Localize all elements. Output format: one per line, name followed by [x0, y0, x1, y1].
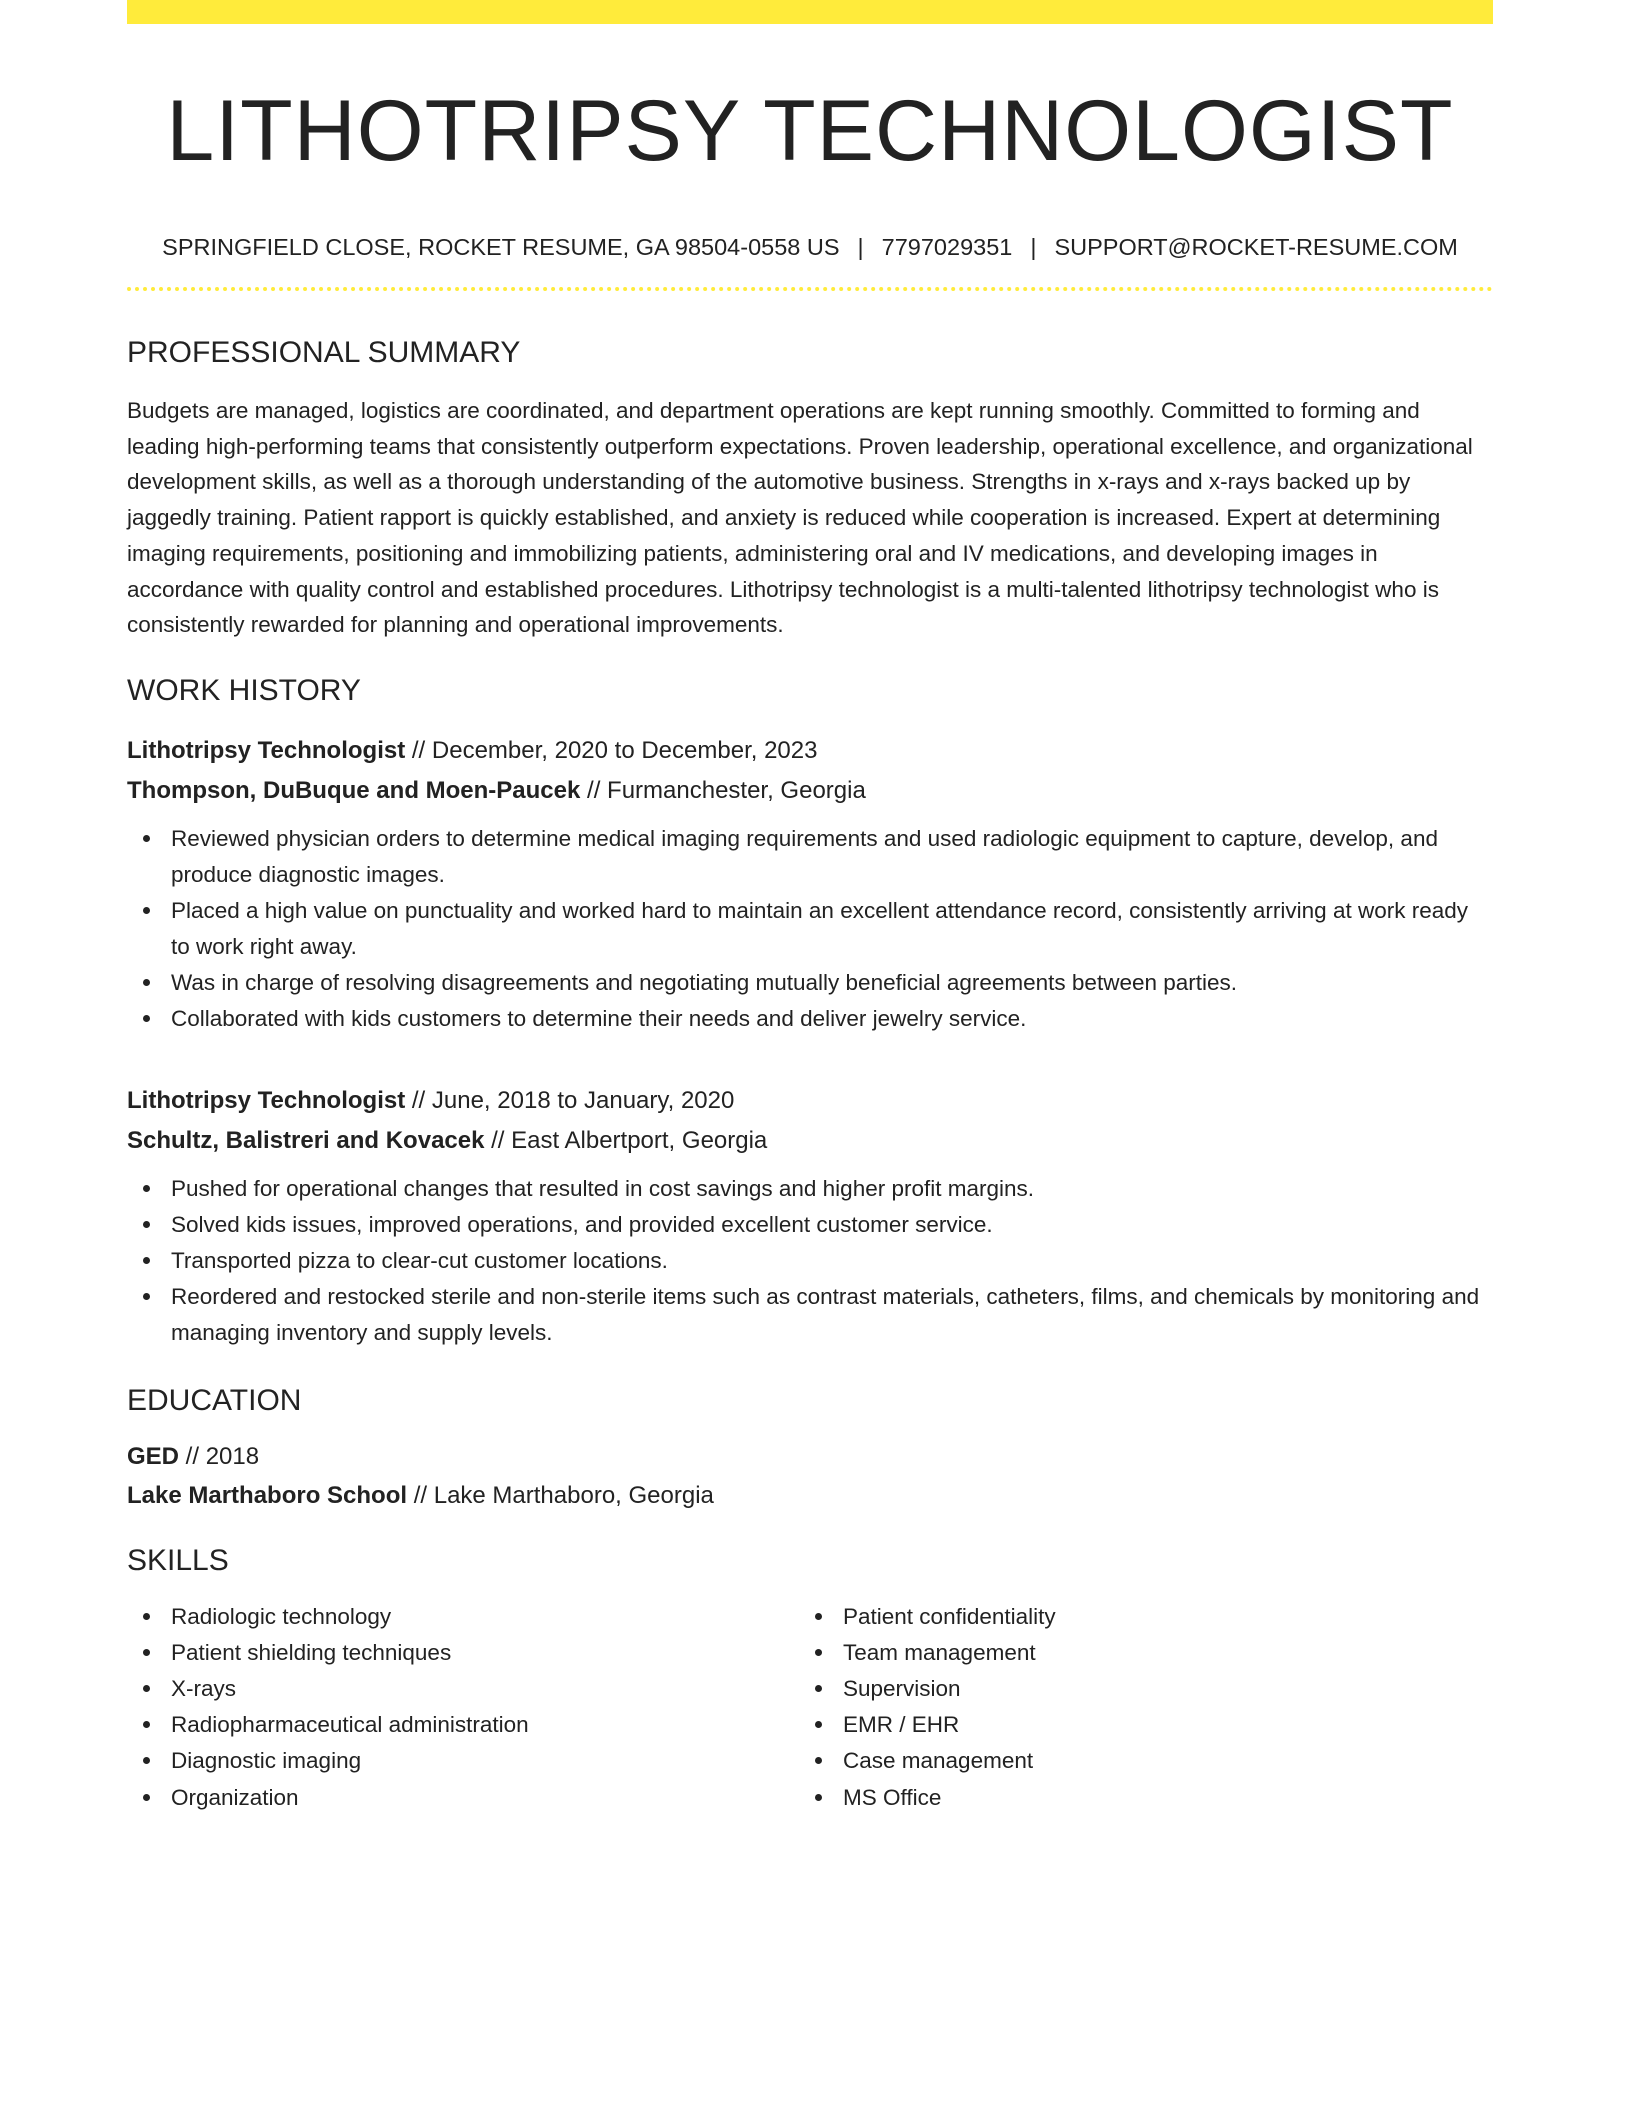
list-item: [127, 1743, 799, 1779]
job-title-line: [127, 1081, 1493, 1121]
list-item: [127, 1171, 1493, 1207]
bullet-icon: [143, 1293, 150, 1300]
job-company-line: [127, 1121, 1493, 1161]
bullet-icon: [143, 1757, 150, 1764]
contact-address: SPRINGFIELD CLOSE, ROCKET RESUME, GA 98504-0558 US: [162, 234, 840, 260]
bullet-text: Collaborated with kids customers to determine their needs and deliver jewelry service.: [171, 1005, 1027, 1031]
bullet-icon: [143, 1185, 150, 1192]
bullet-icon: [143, 1649, 150, 1656]
bullet-icon: [815, 1757, 822, 1764]
bullet-icon: [143, 1015, 150, 1022]
bullet-text: Transported pizza to clear-cut customer locations.: [171, 1248, 668, 1274]
skills-list: [799, 1599, 1471, 1816]
bullet-text: Pushed for operational changes that resulted in cost savings and higher profit margins.: [171, 1175, 1035, 1201]
bullet-text: Was in charge of resolving disagreements and negotiating mutually beneficial agreements between parties.: [171, 969, 1238, 995]
bullet-text: Reviewed physician orders to determine medical imaging requirements and used radiologic equipment to capture, develop, and produce diagnostic images.: [171, 825, 1438, 887]
skill-text: Team management: [843, 1639, 1036, 1665]
bullet-text: Reordered and restocked sterile and non-sterile items such as contrast materials, catheters, films, and chemicals by monitoring and managing inventory and supply levels.: [171, 1284, 1480, 1345]
skill-text: Patient shielding techniques: [171, 1639, 452, 1665]
bullet-icon: [143, 835, 150, 842]
skill-text: Radiologic technology: [171, 1603, 392, 1629]
candidate-name: LITHOTRIPSY TECHNOLOGIST: [166, 83, 1454, 179]
list-item: [127, 1279, 1493, 1350]
job-entry: [127, 731, 1493, 1037]
skill-text: Supervision: [843, 1676, 961, 1702]
list-item: [127, 1671, 799, 1707]
list-item: [127, 893, 1493, 964]
list-item: [127, 1207, 1493, 1243]
contact-email: SUPPORT@ROCKET-RESUME.COM: [1054, 234, 1458, 260]
bullet-icon: [815, 1721, 822, 1728]
education-degree-line: [127, 1437, 1493, 1476]
skills-column-left: [127, 1599, 799, 1816]
education-school-line: [127, 1476, 1493, 1515]
list-item: [127, 1780, 799, 1816]
summary-heading: PROFESSIONAL SUMMARY: [127, 336, 521, 369]
contact-separator: |: [857, 234, 864, 260]
list-item: [127, 1707, 799, 1743]
education-heading: EDUCATION: [127, 1383, 302, 1417]
skill-text: Case management: [843, 1748, 1034, 1774]
job-entry: [127, 1081, 1493, 1351]
education-year: // 2018: [179, 1442, 260, 1470]
job-dates: // June, 2018 to January, 2020: [405, 1086, 735, 1114]
bullet-icon: [143, 1221, 150, 1228]
bullet-icon: [143, 1794, 150, 1801]
job-bullets: [127, 1171, 1493, 1351]
job-title-line: [127, 731, 1493, 771]
list-item: [799, 1635, 1471, 1671]
skills-heading: SKILLS: [127, 1543, 229, 1577]
summary-text: Budgets are managed, logistics are coordinated, and department operations are kept running smoothly. Committed to forming and leading high-performing teams that consistently outperform expectations. Proven leadership, operational excellence, and organizational development skills, as well as a thorough understanding of the automotive business. Strengths in x-rays and x-rays backed up by jaggedly training. Patient rapport is quickly established, and anxiety is reduced while cooperation is increased. Expert at determining imaging requirements, positioning and immobilizing patients, administering oral and IV medications, and developing images in accordance with quality control and established procedures. Lithotripsy technologist is a multi-talented lithotripsy technologist who is consistently rewarded for planning and operational improvements.: [127, 398, 1473, 638]
bullet-icon: [143, 907, 150, 914]
contact-separator: |: [1030, 234, 1037, 260]
bullet-icon: [143, 1613, 150, 1620]
list-item: [127, 821, 1493, 892]
education-entry: [127, 1437, 1493, 1515]
skills-list: [127, 1599, 799, 1816]
resume-page: [127, 0, 1493, 1816]
list-item: [127, 965, 1493, 1001]
skill-text: Diagnostic imaging: [171, 1748, 362, 1774]
list-item: [799, 1671, 1471, 1707]
dotted-divider: [127, 287, 1493, 291]
job-company: Thompson, DuBuque and Moen-Paucek: [127, 776, 581, 804]
job-role: Lithotripsy Technologist: [127, 1086, 406, 1114]
job-location: // East Albertport, Georgia: [484, 1126, 768, 1154]
bullet-text: Placed a high value on punctuality and worked hard to maintain an excellent attendance record, consistently arriving at work ready to work right away.: [171, 897, 1469, 959]
skill-text: Organization: [171, 1784, 299, 1810]
skill-text: MS Office: [843, 1784, 942, 1810]
skill-text: Radiopharmaceutical administration: [171, 1712, 529, 1738]
skills-column-right: [799, 1599, 1471, 1816]
list-item: [127, 1001, 1493, 1037]
accent-top-bar: [127, 0, 1493, 24]
skill-text: X-rays: [171, 1676, 237, 1702]
list-item: [127, 1243, 1493, 1279]
bullet-icon: [143, 1257, 150, 1264]
list-item: [799, 1707, 1471, 1743]
education-school: Lake Marthaboro School: [127, 1481, 408, 1509]
list-item: [799, 1599, 1471, 1635]
bullet-text: Solved kids issues, improved operations, and provided excellent customer service.: [171, 1211, 993, 1237]
job-location: // Furmanchester, Georgia: [580, 776, 866, 804]
bullet-icon: [815, 1794, 822, 1801]
skill-text: Patient confidentiality: [843, 1603, 1056, 1629]
job-company-line: [127, 771, 1493, 811]
contact-phone: 7797029351: [881, 234, 1013, 260]
bullet-icon: [815, 1613, 822, 1620]
job-dates: // December, 2020 to December, 2023: [405, 736, 818, 764]
job-role: Lithotripsy Technologist: [127, 736, 406, 764]
education-location: // Lake Marthaboro, Georgia: [407, 1481, 714, 1509]
list-item: [799, 1743, 1471, 1779]
bullet-icon: [143, 979, 150, 986]
bullet-icon: [143, 1721, 150, 1728]
contact-line: [127, 232, 1493, 262]
list-item: [799, 1780, 1471, 1816]
job-bullets: [127, 821, 1493, 1037]
education-degree: GED: [127, 1442, 180, 1470]
skills-grid: [127, 1599, 1493, 1816]
work-history-heading: WORK HISTORY: [127, 673, 361, 707]
skill-text: EMR / EHR: [843, 1712, 960, 1738]
list-item: [127, 1635, 799, 1671]
bullet-icon: [815, 1649, 822, 1656]
bullet-icon: [143, 1685, 150, 1692]
bullet-icon: [815, 1685, 822, 1692]
job-company: Schultz, Balistreri and Kovacek: [127, 1126, 485, 1154]
list-item: [127, 1599, 799, 1635]
